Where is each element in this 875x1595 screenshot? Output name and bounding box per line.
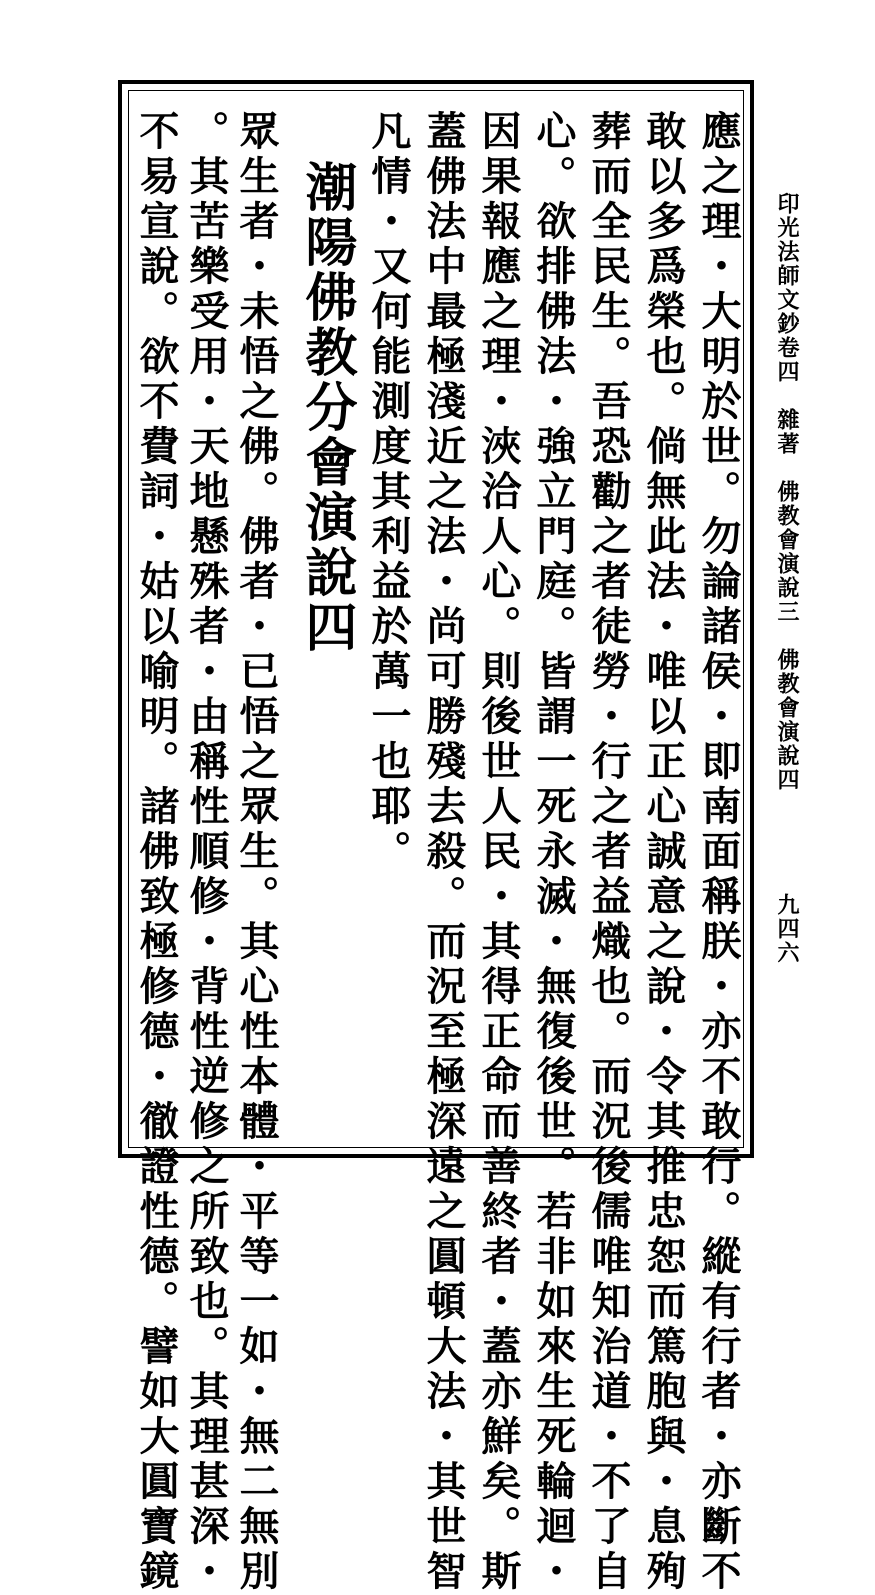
text-column-3: 葬而全民生。吾恐勸之者徒勞・行之者益熾也。而況後儒唯知治道・不了自 <box>585 110 632 1595</box>
text-column-10: 不易宣說。欲不費詞・姑以喻明。諸佛致極修德・徹證性德。譬如大圓寶鏡 <box>133 110 180 1595</box>
section-title: 潮陽佛教分會演說四 <box>296 160 357 655</box>
text-column-5: 因果報應之理・浹洽人心。則後世人民・其得正命而善終者・蓋亦鮮矣。斯 <box>475 110 522 1595</box>
text-column-8: 眾生者・未悟之佛。佛者・已悟之眾生。其心性本體・平等一如・無二無別 <box>233 110 280 1595</box>
text-column-1: 應之理・大明於世。勿論諸侯・即南面稱朕・亦不敢行。縱有行者・亦斷不 <box>695 110 742 1595</box>
running-head: 印光法師文鈔卷四 雜著 佛教會演說三 佛教會演說四 <box>774 192 800 792</box>
text-column-7: 凡情・又何能測度其利益於萬一也耶。 <box>365 110 412 875</box>
text-column-9: 。其苦樂受用・天地懸殊者・由稱性順修・背性逆修之所致也。其理甚深・ <box>183 110 230 1595</box>
text-column-4: 心。欲排佛法・強立門庭。皆謂一死永滅・無復後世。若非如來生死輪迴・ <box>530 110 577 1595</box>
page-number: 九四六 <box>774 893 800 965</box>
text-column-6: 蓋佛法中最極淺近之法・尚可勝殘去殺。而況至極深遠之圓頓大法・其世智 <box>420 110 467 1595</box>
text-column-2: 敢以多爲榮也。倘無此法・唯以正心誠意之說・令其推忠恕而篤胞與・息殉 <box>640 110 687 1595</box>
